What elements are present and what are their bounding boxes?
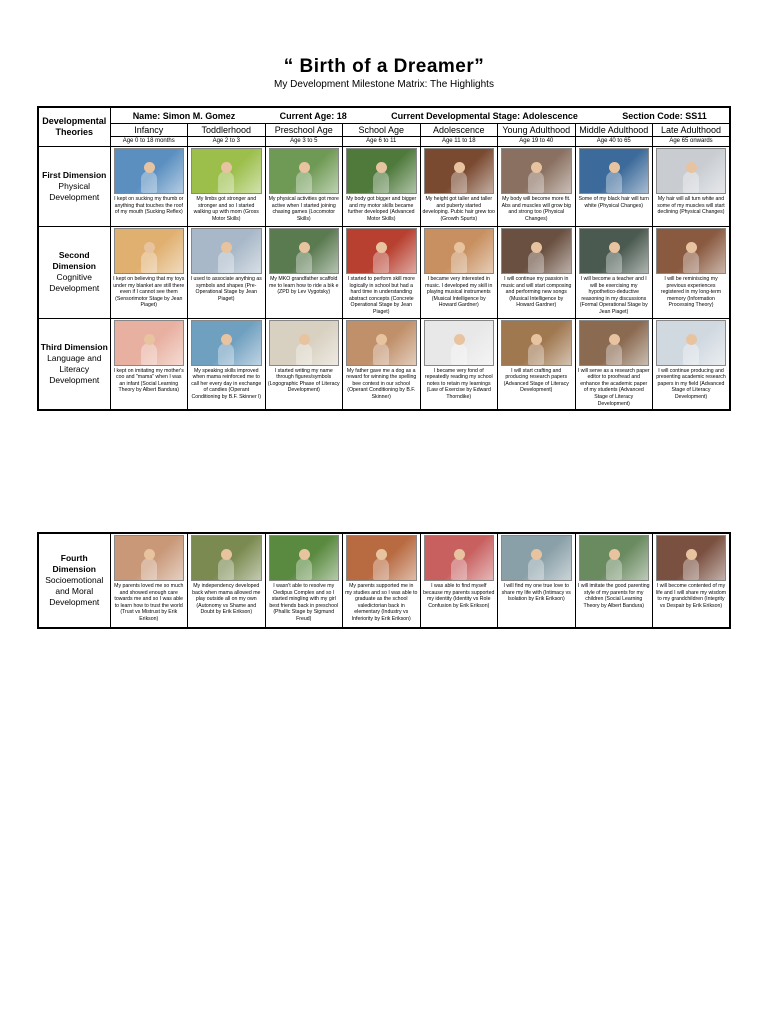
person-head-icon xyxy=(144,242,155,253)
milestone-caption: I will be reminiscing my previous experiences registered in my long-term memory (Information Processing Theory) xyxy=(660,276,722,309)
milestone-caption: I kept on sucking my thumb or anything that touches the roof of my mouth (Sucking Reflex) xyxy=(114,196,184,216)
person-head-icon xyxy=(454,334,465,345)
stage-header: Adolescence xyxy=(420,124,498,137)
milestone-cell xyxy=(575,533,653,628)
dimension-row-language xyxy=(38,318,730,410)
stage-header-row xyxy=(38,124,730,137)
milestone-photo xyxy=(191,148,262,194)
milestone-cell xyxy=(420,318,498,410)
person-head-icon xyxy=(376,242,387,253)
person-body-icon xyxy=(451,343,467,365)
milestone-photo xyxy=(501,535,572,581)
milestone-cell xyxy=(343,318,421,410)
milestone-photo xyxy=(579,535,650,581)
person-head-icon xyxy=(299,242,310,253)
milestone-cell xyxy=(188,533,266,628)
person-head-icon xyxy=(686,334,697,345)
stage-header: Middle Adulthood xyxy=(575,124,653,137)
milestone-caption: I kept on imitating my mother's coo and "mama" when I was an infant (Social Learning Theory by Albert Bandura) xyxy=(113,367,184,394)
milestone-caption: My parents supported me in my studies and so I was able to graduate as the school valedictorian back in elementary (Industry vs Inferiority by Erik Erikson) xyxy=(345,583,418,622)
person-head-icon xyxy=(454,162,465,173)
person-head-icon xyxy=(686,549,697,560)
milestone-photo xyxy=(269,320,340,366)
person-body-icon xyxy=(528,171,544,193)
person-body-icon xyxy=(296,171,312,193)
person-body-icon xyxy=(373,558,389,580)
milestone-cell xyxy=(653,318,731,410)
milestone-cell xyxy=(498,147,576,227)
milestone-cell xyxy=(420,227,498,319)
dimension-area: Cognitive Development xyxy=(49,272,100,294)
milestone-caption: I became very interested in music. I developed my skill in playing musical instruments (Musical Intelligence by Howard Gardner) xyxy=(425,276,493,309)
milestone-caption: I will serve as a research paper editor to proofread and enhance the academic paper of my students (Advanced Stage of Literacy Development) xyxy=(577,367,650,407)
milestone-photo xyxy=(114,148,185,194)
milestone-photo xyxy=(191,228,262,274)
milestone-photo xyxy=(191,535,262,581)
person-body-icon xyxy=(141,171,157,193)
person-head-icon xyxy=(686,162,697,173)
milestone-photo xyxy=(579,320,650,366)
milestone-photo xyxy=(269,535,340,581)
milestone-photo xyxy=(579,148,650,194)
developmental-theories-header: Developmental Theories xyxy=(38,107,110,147)
milestone-photo xyxy=(656,535,726,581)
person-body-icon xyxy=(141,343,157,365)
person-head-icon xyxy=(609,242,620,253)
person-body-icon xyxy=(683,171,699,193)
person-body-icon xyxy=(218,558,234,580)
milestone-cell xyxy=(110,533,188,628)
person-body-icon xyxy=(606,558,622,580)
dimension-label xyxy=(38,533,110,628)
milestone-caption: My MKO grandfather scaffold me to learn how to ride a bik e (ZPD by Lev Vygotsky) xyxy=(269,276,339,296)
document-title: “ Birth of a Dreamer” xyxy=(283,56,485,77)
person-body-icon xyxy=(373,171,389,193)
dimension-row-socioemotional xyxy=(38,533,730,628)
dimension-area: Socioemotional and Moral Development xyxy=(45,575,104,607)
person-head-icon xyxy=(376,334,387,345)
age-range: Age 6 to 11 xyxy=(343,137,421,147)
milestone-cell xyxy=(110,147,188,227)
person-body-icon xyxy=(683,343,699,365)
dimension-name: First Dimension xyxy=(42,170,107,180)
person-body-icon xyxy=(141,251,157,273)
person-body-icon xyxy=(218,251,234,273)
milestone-photo xyxy=(424,228,495,274)
dimension-area: Language and Literacy Development xyxy=(47,352,102,385)
person-head-icon xyxy=(299,549,310,560)
milestone-cell xyxy=(575,227,653,319)
stage-header: School Age xyxy=(343,124,421,137)
milestone-photo xyxy=(346,320,417,366)
dimension-name: Second Dimension xyxy=(52,250,96,272)
person-body-icon xyxy=(606,171,622,193)
milestone-photo xyxy=(579,228,650,274)
document-subtitle: My Development Milestone Matrix: The Highlights xyxy=(274,79,494,90)
milestone-cell xyxy=(575,318,653,410)
person-head-icon xyxy=(376,549,387,560)
dimension-label xyxy=(38,227,110,319)
milestone-caption: My limbs got stronger and stronger and so I started walking up with mom (Gross Motor Skills) xyxy=(193,196,259,222)
milestone-caption: My parents loved me so much and showed enough care towards me and so I was able to learn how to trust the world (Trust vs Mistrust by Erik Erikson) xyxy=(114,583,184,622)
milestone-caption: I used to associate anything as symbols and shapes (Pre-Operational Stage by Jean Piaget) xyxy=(190,276,262,302)
person-head-icon xyxy=(221,334,232,345)
stage-header: Toddlerhood xyxy=(188,124,266,137)
milestone-matrix-table xyxy=(37,106,731,411)
person-head-icon xyxy=(299,334,310,345)
person-body-icon xyxy=(451,558,467,580)
socioemotional-table xyxy=(37,532,731,629)
milestone-photo xyxy=(346,535,417,581)
milestone-cell xyxy=(188,318,266,410)
milestone-cell xyxy=(110,227,188,319)
milestone-cell xyxy=(343,227,421,319)
person-head-icon xyxy=(299,162,310,173)
milestone-photo xyxy=(269,148,340,194)
dimension-label xyxy=(38,147,110,227)
milestone-caption: I started writing my name through figures/symbols (Logographic Phase of Literacy Development) xyxy=(267,367,340,394)
person-body-icon xyxy=(606,343,622,365)
stage-header: Late Adulthood xyxy=(653,124,731,137)
person-body-icon xyxy=(683,251,699,273)
milestone-caption: My hair will all turn white and some of my muscles will start declining (Physical Changes) xyxy=(657,196,725,216)
age-range: Age 19 to 40 xyxy=(498,137,576,147)
person-head-icon xyxy=(454,242,465,253)
age-range: Age 11 to 18 xyxy=(420,137,498,147)
milestone-caption: My physical activities got more active when I started joining chasing games (Locomotor Skills) xyxy=(268,196,339,222)
milestone-photo xyxy=(501,148,572,194)
person-body-icon xyxy=(451,171,467,193)
person-body-icon xyxy=(606,251,622,273)
person-head-icon xyxy=(221,242,232,253)
person-body-icon xyxy=(528,343,544,365)
milestone-photo xyxy=(424,320,495,366)
milestone-caption: I will continue producing and presenting academic research papers in my field (Advanced Stage of Literacy Development) xyxy=(656,367,726,400)
person-head-icon xyxy=(531,242,542,253)
person-body-icon xyxy=(141,558,157,580)
milestone-cell xyxy=(265,533,343,628)
milestone-photo xyxy=(114,535,185,581)
age-range: Age 0 to 18 months xyxy=(110,137,188,147)
student-name: Name: Simon M. Gomez xyxy=(132,110,236,121)
milestone-caption: I will find my one true love to share my life with (Intimacy vs Isolation by Erik Erikson) xyxy=(501,583,571,603)
age-range: Age 65 onwards xyxy=(653,137,731,147)
person-body-icon xyxy=(451,251,467,273)
dimension-area: Physical Development xyxy=(49,181,100,202)
milestone-caption: My father gave me a dog as a reward for winning the spelling bee contest in our school (Operant Conditioning by B.F. Skinner) xyxy=(346,367,417,400)
person-head-icon xyxy=(609,162,620,173)
milestone-caption: I became very fond of repeatedly reading my school notes to retain my learnings (Law of Exercise by Edward Thorndike) xyxy=(424,367,493,400)
person-head-icon xyxy=(609,549,620,560)
dimension-row-physical xyxy=(38,147,730,227)
milestone-caption: My height got taller and taller and puberty started developing. Pubic hair grew too (Growth Spurts) xyxy=(422,196,495,222)
milestone-cell xyxy=(653,147,731,227)
person-head-icon xyxy=(454,549,465,560)
milestone-caption: I will imitate the good parenting style of my parents for my children (Social Learning Theory by Albert Bandura) xyxy=(577,583,650,609)
milestone-caption: I kept on believing that my toys under my blanket are still there even if I cannot see them (Sensorimotor Stage by Jean Piaget) xyxy=(113,276,185,309)
person-head-icon xyxy=(686,242,697,253)
milestone-photo xyxy=(501,228,572,274)
milestone-cell xyxy=(498,318,576,410)
milestone-cell xyxy=(653,227,731,319)
milestone-photo xyxy=(656,148,726,194)
person-head-icon xyxy=(221,162,232,173)
milestone-cell xyxy=(265,227,343,319)
milestone-caption: My speaking skills improved when mama reinforced me to call her every day in exchange of candies (Operant Conditioning by B.F. Skinner l) xyxy=(191,367,262,400)
milestone-photo xyxy=(114,320,185,366)
stage-header: Preschool Age xyxy=(265,124,343,137)
person-body-icon xyxy=(528,558,544,580)
milestone-photo xyxy=(346,228,417,274)
person-body-icon xyxy=(218,343,234,365)
person-head-icon xyxy=(609,334,620,345)
milestone-photo xyxy=(114,228,185,274)
milestone-caption: I started to perform skill more logically in school but had a hard time in understanding abstract concepts (Concrete Operational Stage by Jean Piaget) xyxy=(347,276,415,315)
milestone-caption: I was able to find myself because my parents supported my identity (Identity vs Role Confusion by Erik Erikson) xyxy=(423,583,495,609)
milestone-photo xyxy=(269,228,340,274)
person-head-icon xyxy=(531,549,542,560)
person-head-icon xyxy=(376,162,387,173)
milestone-photo xyxy=(424,148,495,194)
milestone-caption: My independency developed back when mama allowed me play outside all on my own (Autonomy vs Shame and Doubt by Erik Erikson) xyxy=(192,583,261,616)
milestone-cell xyxy=(265,147,343,227)
milestone-photo xyxy=(191,320,262,366)
current-stage: Current Developmental Stage: Adolescence xyxy=(391,110,578,121)
milestone-photo xyxy=(346,148,417,194)
milestone-cell xyxy=(420,147,498,227)
milestone-cell xyxy=(498,533,576,628)
milestone-caption: My body got bigger and bigger and my motor skills became further developed (Advanced Motor Skills) xyxy=(346,196,417,222)
person-head-icon xyxy=(144,549,155,560)
person-body-icon xyxy=(296,251,312,273)
milestone-cell xyxy=(188,227,266,319)
milestone-caption: My body will become more fit. Abs and muscles will grow big and strong too (Physical Changes) xyxy=(501,196,571,222)
dimension-name: Fourth Dimension xyxy=(52,553,96,574)
person-body-icon xyxy=(373,343,389,365)
milestone-cell xyxy=(343,147,421,227)
person-head-icon xyxy=(531,334,542,345)
milestone-photo xyxy=(424,535,495,581)
current-age: Current Age: 18 xyxy=(279,110,347,121)
person-body-icon xyxy=(218,171,234,193)
milestone-photo xyxy=(501,320,572,366)
person-body-icon xyxy=(528,251,544,273)
milestone-photo xyxy=(656,320,726,366)
age-range: Age 2 to 3 xyxy=(188,137,266,147)
milestone-caption: I will start crafting and producing research papers (Advanced Stage of Literacy Development) xyxy=(503,367,569,394)
dimension-label xyxy=(38,318,110,410)
person-head-icon xyxy=(531,162,542,173)
age-range: Age 40 to 65 xyxy=(575,137,653,147)
milestone-photo xyxy=(656,228,726,274)
milestone-caption: I will become contented of my life and I will share my wisdom to my grandchildren (Integrity vs Despair by Erik Erikson) xyxy=(655,583,727,609)
person-head-icon xyxy=(144,162,155,173)
section-code: Section Code: SS11 xyxy=(622,110,707,121)
milestone-caption: I will continue my passion in music and will start composing and performing new songs (Musical Intelligence by Howard Gardner) xyxy=(501,276,572,309)
milestone-caption: Some of my black hair will turn white (Physical Changes) xyxy=(578,196,649,209)
person-body-icon xyxy=(683,558,699,580)
milestone-cell xyxy=(265,318,343,410)
stage-header: Young Adulthood xyxy=(498,124,576,137)
person-body-icon xyxy=(373,251,389,273)
milestone-caption: I will become a teacher and I will be exercising my hypothetico-deductive reasoning in my discussions (Formal Operational Stage by Jean Piaget) xyxy=(579,276,648,315)
milestone-cell xyxy=(343,533,421,628)
stage-header: Infancy xyxy=(110,124,188,137)
dimension-row-cognitive xyxy=(38,227,730,319)
milestone-cell xyxy=(575,147,653,227)
person-head-icon xyxy=(221,549,232,560)
dimension-name: Third Dimension xyxy=(40,341,108,352)
student-info-cell xyxy=(110,107,730,124)
milestone-caption: I wasn't able to resolve my Oedipus Complex and so I started mingling with my girl best friends back in preschool (Phallic Stage by Sigmund Freud) xyxy=(269,583,339,622)
milestone-cell xyxy=(110,318,188,410)
milestone-cell xyxy=(498,227,576,319)
milestone-cell xyxy=(188,147,266,227)
milestone-cell xyxy=(653,533,731,628)
person-body-icon xyxy=(296,558,312,580)
person-head-icon xyxy=(144,334,155,345)
age-range: Age 3 to 5 xyxy=(265,137,343,147)
age-range-row xyxy=(38,137,730,147)
milestone-cell xyxy=(420,533,498,628)
info-row xyxy=(38,107,730,124)
person-body-icon xyxy=(296,343,312,365)
